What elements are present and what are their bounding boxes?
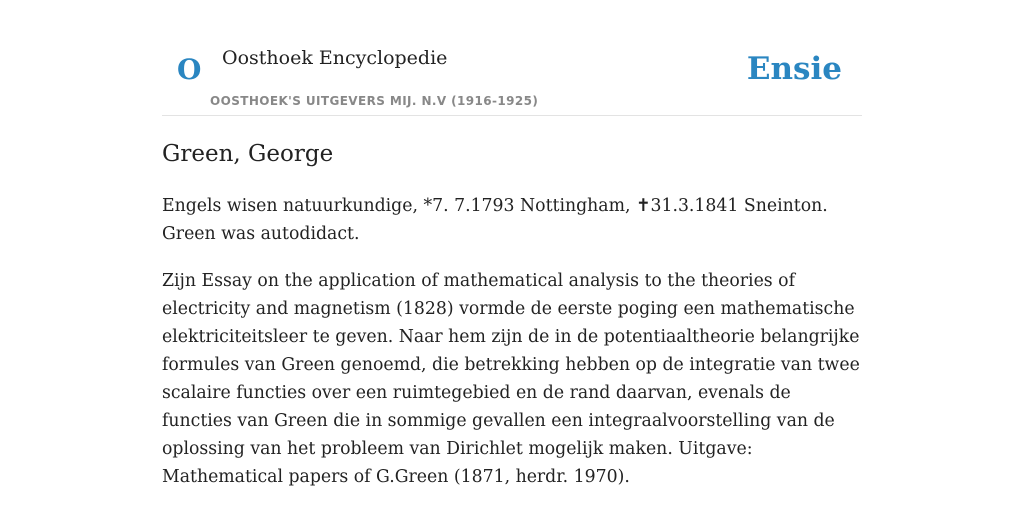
site-header — [162, 0, 862, 116]
entry-paragraph: Zijn Essay on the application of mathematical analysis to the theories of electricity and magnetism (1828) vormde de eerste poging een mathematische elektriciteitsleer te geven. Naar hem zijn de in de potentiaaltheorie belangrijke formules van Green genoemd, die betrekking hebben op de integratie van twee scalaire functies over een ruimtegebied en de rand daarvan, evenals de functies van Green die in sommige gevallen een integraalvoorstelling van de oplossing van het probleem van Dirichlet mogelijk maken. Uitgave: Mathematical papers of G.Green (1871, herdr. 1970). — [162, 271, 860, 487]
site-logo[interactable]: O — [177, 53, 202, 86]
page — [162, 0, 862, 491]
site-subtitle: OOSTHOEK'S UITGEVERS MIJ. N.V (1916-1925) — [210, 94, 539, 108]
entry-paragraph: Engels wisen natuurkundige, *7. 7.1793 Nottingham, ✝31.3.1841 Sneinton. Green was autodidact. — [162, 196, 828, 244]
site-title[interactable]: Oosthoek Encyclopedie — [222, 47, 448, 69]
brand-logo[interactable]: Ensie — [746, 51, 842, 87]
entry-title: Green, George — [162, 141, 334, 167]
